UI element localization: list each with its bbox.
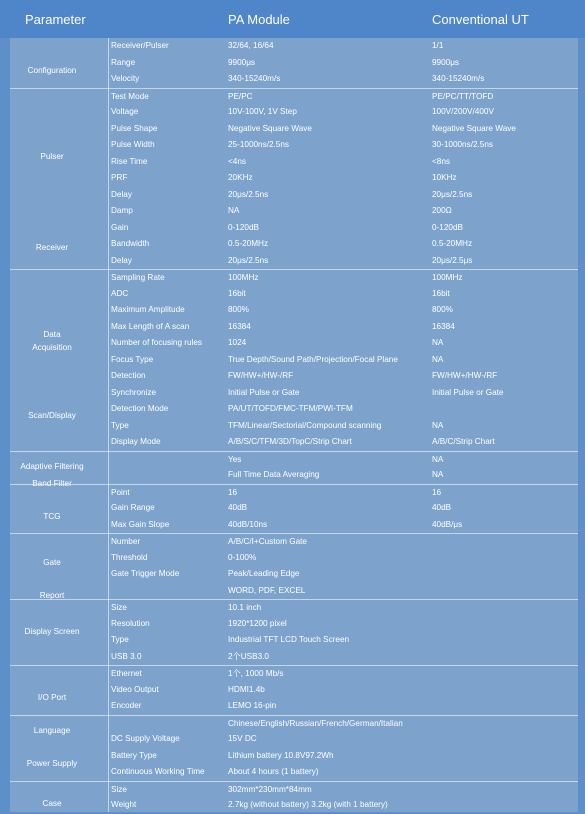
group-divider	[10, 269, 108, 270]
param-name: Type	[111, 420, 129, 430]
table-row	[108, 269, 578, 287]
group-label: Language	[33, 726, 71, 735]
table-row	[108, 286, 578, 303]
table-row	[108, 682, 578, 699]
conventional-ut-value: 20μs/2.5ns	[432, 189, 473, 199]
pa-module-value: 16384	[228, 321, 251, 331]
group-label: TCG	[43, 511, 61, 521]
header-pa-module: PA Module	[228, 12, 290, 27]
pa-module-value: 1个, 1000 Mb/s	[228, 669, 284, 678]
pa-module-value: Chinese/English/Russian/French/German/Italian	[228, 718, 403, 728]
param-name: Type	[111, 635, 129, 644]
conventional-ut-value: NA	[432, 454, 444, 464]
param-name: USB 3.0	[111, 651, 142, 661]
group-label: Acquisition	[32, 343, 72, 353]
table-row	[108, 154, 578, 171]
conventional-ut-value: 800%	[432, 305, 453, 314]
param-name: Delay	[111, 189, 132, 199]
pa-module-value: 20KHz	[228, 173, 253, 182]
pa-module-value: 340-15240m/s	[228, 74, 281, 83]
pa-module-value: 0-100%	[228, 552, 257, 562]
table-row	[108, 253, 578, 270]
pa-module-value: 20μs/2.5ns	[228, 255, 269, 265]
group-divider	[10, 451, 108, 452]
conventional-ut-value: FW/HW+/HW-/RF	[432, 371, 498, 380]
param-name: Resolution	[111, 618, 150, 628]
conventional-ut-value: NA	[432, 470, 444, 479]
table-row	[108, 566, 578, 583]
conventional-ut-value: 40dB/μs	[432, 519, 463, 529]
table-row	[108, 764, 578, 781]
table-row	[108, 236, 578, 253]
table-row	[108, 418, 578, 435]
param-name: Detection	[111, 371, 146, 380]
conventional-ut-value: Initial Pulse or Gate	[432, 387, 504, 397]
table-row	[108, 38, 578, 55]
conventional-ut-value: 9900μs	[432, 57, 460, 67]
conventional-ut-value: 40dB	[432, 503, 452, 512]
table-row	[108, 517, 578, 534]
group-label: Scan/Display	[28, 410, 76, 420]
pa-module-value: Industrial TFT LCD Touch Screen	[228, 635, 350, 644]
param-name: Size	[111, 603, 127, 612]
table-row	[108, 649, 578, 666]
table-row	[108, 797, 578, 814]
param-name: Encoder	[111, 701, 142, 710]
pa-module-value: LEMO 16-pin	[228, 701, 277, 710]
table-row	[108, 467, 578, 484]
table-row	[108, 203, 578, 220]
table-row	[108, 220, 578, 237]
param-name: Maximum Amplitude	[111, 305, 185, 314]
conventional-ut-value: <8ns	[432, 156, 450, 166]
pa-module-value: 10.1 inch	[228, 603, 262, 612]
param-name: Sampling Rate	[111, 273, 165, 282]
param-name: Rise Time	[111, 156, 148, 166]
param-name: Synchronize	[111, 387, 157, 397]
param-name: Continuous Working Time	[111, 767, 205, 776]
table-row	[108, 665, 578, 683]
param-name: Detection Mode	[111, 404, 169, 413]
pa-module-value: 40dB/10ns	[228, 519, 268, 529]
param-name: Damp	[111, 206, 133, 215]
table-row	[108, 748, 578, 765]
pa-module-value: 9900μs	[228, 57, 256, 67]
conventional-ut-value: PE/PC/TT/TOFD	[432, 91, 494, 101]
pa-module-value: 10V-100V, 1V Step	[228, 107, 297, 116]
pa-module-value: NA	[228, 206, 240, 215]
pa-module-value: 0.5-20MHz	[228, 239, 269, 248]
group-label: Case	[42, 798, 62, 808]
param-name: Velocity	[111, 74, 140, 83]
pa-module-value: A/B/C/I+Custom Gate	[228, 537, 307, 546]
header-parameter: Parameter	[25, 12, 86, 27]
pa-module-value: 2个USB3.0	[228, 651, 269, 661]
conventional-ut-value: NA	[432, 338, 444, 347]
conventional-ut-value: NA	[432, 420, 444, 430]
group-label: I/O Port	[37, 693, 67, 702]
table-row	[108, 71, 578, 88]
param-name: Ethernet	[111, 669, 142, 678]
conventional-ut-value: 10KHz	[432, 173, 457, 182]
group-label: Data	[43, 330, 61, 339]
conventional-ut-value: Negative Square Wave	[432, 123, 516, 133]
conventional-ut-value: 340-15240m/s	[432, 74, 485, 83]
group-divider	[10, 533, 108, 534]
pa-module-value: 1920*1200 pixel	[228, 618, 287, 628]
pa-module-value: 2.7kg (without battery) 3.2kg (with 1 battery)	[228, 800, 388, 809]
table-row	[108, 302, 578, 319]
pa-module-value: 20μs/2.5ns	[228, 189, 269, 199]
table-row	[108, 434, 578, 451]
conventional-ut-value: 1/1	[432, 41, 444, 50]
pa-module-value: HDMI1.4b	[228, 684, 265, 694]
conventional-ut-value: NA	[432, 354, 444, 364]
pa-module-value: 15V DC	[228, 734, 257, 743]
pa-module-value: Full Time Data Averaging	[228, 470, 320, 479]
conventional-ut-value: 16	[432, 487, 442, 497]
param-name: Max Length of A scan	[111, 321, 190, 331]
param-name: Voltage	[111, 107, 139, 116]
group-label: Adaptive Filtering	[20, 462, 84, 471]
table-row	[108, 583, 578, 600]
table-row	[108, 335, 578, 352]
param-name: Point	[111, 487, 130, 497]
param-name: Focus Type	[111, 354, 154, 364]
pa-module-value: True Depth/Sound Path/Projection/Focal Plane	[228, 354, 398, 364]
pa-module-value: Peak/Leading Edge	[228, 569, 300, 578]
conventional-ut-value: A/B/C/Strip Chart	[432, 437, 495, 446]
param-name: PRF	[111, 173, 128, 182]
pa-module-value: PA/UT/TOFD/FMC-TFM/PWI-TFM	[228, 404, 353, 413]
pa-module-value: PE/PC	[228, 91, 253, 101]
pa-module-value: 0-120dB	[228, 222, 259, 232]
table-row	[108, 500, 578, 517]
param-name: Delay	[111, 255, 132, 265]
group-label: Power Supply	[26, 759, 78, 768]
param-name: Range	[111, 57, 136, 67]
param-name: Pulse Shape	[111, 123, 158, 133]
table-row	[108, 715, 578, 733]
group-label: Configuration	[27, 66, 77, 75]
table-row	[108, 550, 578, 567]
pa-module-value: <4ns	[228, 156, 246, 166]
table-header	[0, 0, 585, 38]
param-name: Receiver/Pulser	[111, 41, 169, 50]
param-name: Gate Trigger Mode	[111, 569, 180, 578]
group-label: Display Screen	[24, 627, 80, 636]
table-row	[108, 137, 578, 154]
table-row	[108, 781, 578, 799]
pa-module-value: 1024	[228, 338, 247, 347]
param-name: Number	[111, 537, 141, 546]
group-label: Gate	[43, 557, 61, 567]
table-row	[108, 616, 578, 633]
table-row	[108, 121, 578, 138]
group-label: Band Filter	[32, 478, 72, 488]
spec-table	[10, 38, 578, 812]
conventional-ut-value: 0.5-20MHz	[432, 239, 473, 248]
table-row	[108, 401, 578, 418]
pa-module-value: A/B/S/C/TFM/3D/TopC/Strip Chart	[228, 437, 352, 446]
param-name: Weight	[111, 800, 137, 809]
pa-module-value: Initial Pulse or Gate	[228, 387, 300, 397]
param-name: Size	[111, 784, 127, 794]
param-name: Battery Type	[111, 750, 157, 760]
pa-module-value: 25-1000ns/2.5ns	[228, 140, 289, 149]
table-row	[108, 319, 578, 336]
param-name: DC Supply Voltage	[111, 734, 180, 743]
table-row	[108, 88, 578, 106]
pa-module-value: About 4 hours (1 battery)	[228, 767, 319, 776]
table-row	[108, 731, 578, 748]
table-row	[108, 187, 578, 204]
table-row	[108, 368, 578, 385]
conventional-ut-value: 0-120dB	[432, 222, 463, 232]
group-divider	[10, 781, 108, 782]
conventional-ut-value: 30-1000ns/2.5ns	[432, 140, 493, 149]
param-name: Display Mode	[111, 437, 161, 446]
conventional-ut-value: 200Ω	[432, 206, 452, 215]
table-row	[108, 104, 578, 121]
pa-module-value: 100MHz	[228, 273, 259, 282]
pa-module-value: 800%	[228, 305, 249, 314]
param-name: Gain	[111, 222, 129, 232]
table-row	[108, 632, 578, 649]
conventional-ut-value: 16384	[432, 321, 455, 331]
param-name: ADC	[111, 288, 129, 298]
param-name: Bandwidth	[111, 239, 150, 248]
group-label: Receiver	[35, 242, 69, 252]
table-row	[108, 352, 578, 369]
group-label: Report	[39, 590, 65, 600]
table-row	[108, 484, 578, 502]
pa-module-value: WORD, PDF, EXCEL	[228, 585, 306, 595]
table-row	[108, 385, 578, 402]
group-label: Pulser	[40, 151, 64, 161]
table-row	[108, 451, 578, 469]
pa-module-value: 32/64, 16/64	[228, 41, 274, 50]
pa-module-value: Lithium battery 10.8V97.2Wh	[228, 750, 334, 760]
table-row	[108, 170, 578, 187]
conventional-ut-value: 16bit	[432, 288, 450, 298]
pa-module-value: FW/HW+/HW-/RF	[228, 371, 294, 380]
param-name: Threshold	[111, 552, 148, 562]
param-name: Gain Range	[111, 503, 155, 512]
pa-module-value: Negative Square Wave	[228, 123, 312, 133]
table-row	[108, 599, 578, 617]
param-name: Video Output	[111, 684, 159, 694]
pa-module-value: 302mm*230mm*84mm	[228, 784, 312, 794]
pa-module-value: 16	[228, 487, 238, 497]
conventional-ut-value: 20μs/2.5μs	[432, 255, 473, 265]
pa-module-value: TFM/Linear/Sectorial/Compound scanning	[228, 420, 382, 430]
pa-module-value: Yes	[228, 454, 242, 464]
table-row	[108, 533, 578, 551]
group-divider	[10, 665, 108, 666]
table-row	[108, 698, 578, 715]
header-conventional-ut: Conventional UT	[432, 12, 529, 27]
pa-module-value: 16bit	[228, 288, 246, 298]
param-name: Max Gain Slope	[111, 519, 170, 529]
param-name: Pulse Width	[111, 140, 155, 149]
group-divider	[10, 715, 108, 716]
conventional-ut-value: 100V/200V/400V	[432, 107, 494, 116]
conventional-ut-value: 100MHz	[432, 273, 463, 282]
param-name: Test Mode	[111, 91, 149, 101]
param-name: Number of focusing rules	[111, 338, 203, 347]
pa-module-value: 40dB	[228, 503, 248, 512]
table-row	[108, 55, 578, 72]
group-divider	[10, 88, 108, 89]
